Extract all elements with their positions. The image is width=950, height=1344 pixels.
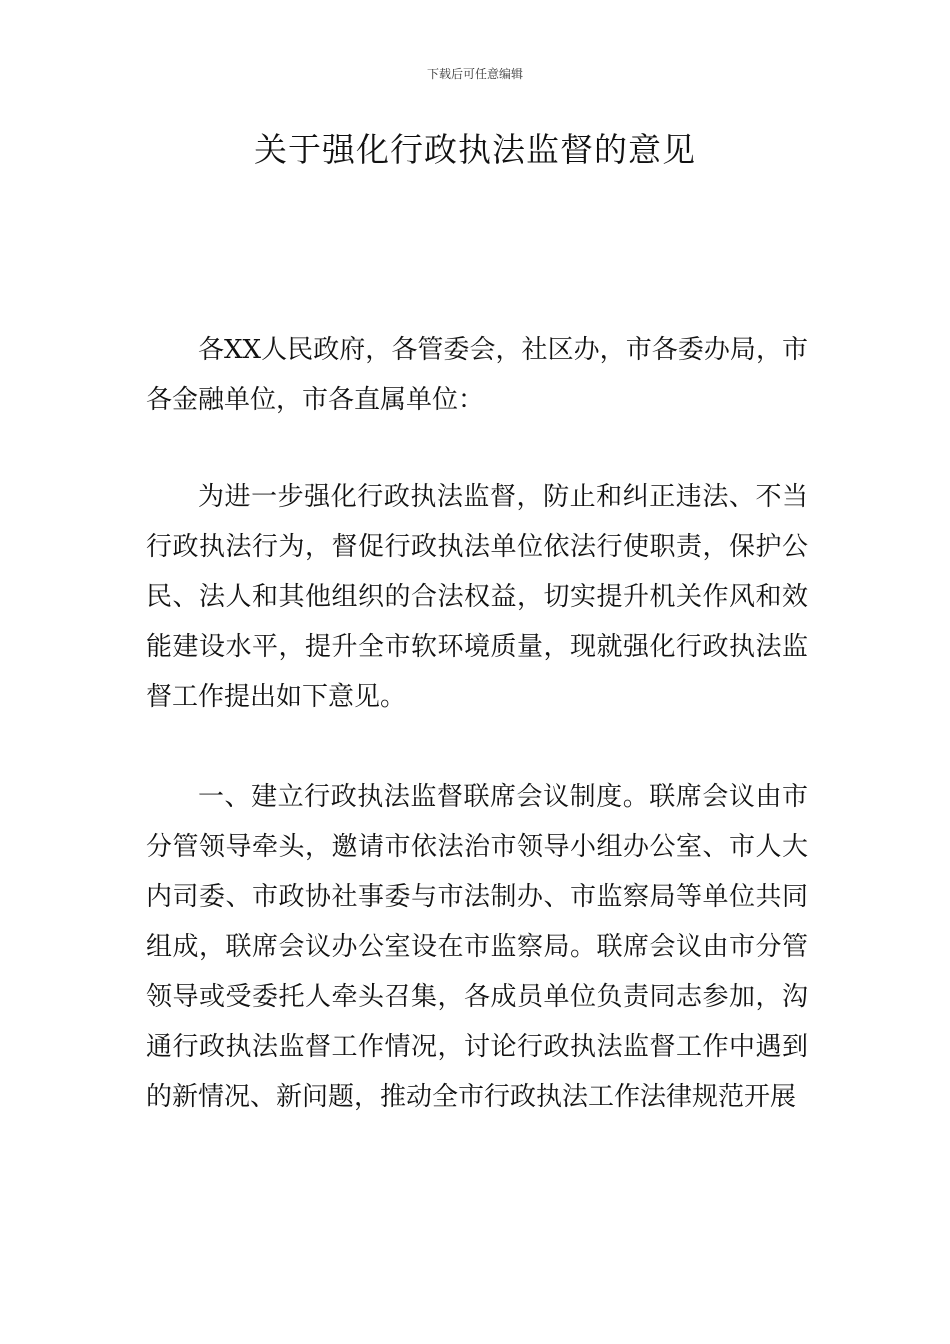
- section-one-paragraph: 一、建立行政执法监督联席会议制度。联席会议由市分管领导牵头，邀请市依法治市领导小组办公室、市人大内司委、市政协社事委与市法制办、市监察局等单位共同组成，联席会议办公室设在市监察局。联席会议由市分管领导或受委托人牵头召集，各成员单位负责同志参加，沟通行政执法监督工作情况，讨论行政执法监督工作中遇到的新情况、新问题，推动全市行政执法工作法律规范开展: [146, 782, 808, 1112]
- download-edit-note: 下载后可任意编辑: [426, 67, 523, 81]
- document-title: 关于强化行政执法监督的意见: [254, 130, 696, 169]
- salutation-paragraph: 各XX人民政府，各管委会，社区办，市各委办局，市各金融单位，市各直属单位：: [146, 335, 808, 415]
- intro-paragraph: 为进一步强化行政执法监督，防止和纠正违法、不当行政执法行为，督促行政执法单位依法行使职责，保护公民、法人和其他组织的合法权益，切实提升机关作风和效能建设水平，提升全市软环境质量，现就强化行政执法监督工作提出如下意见。: [146, 482, 808, 712]
